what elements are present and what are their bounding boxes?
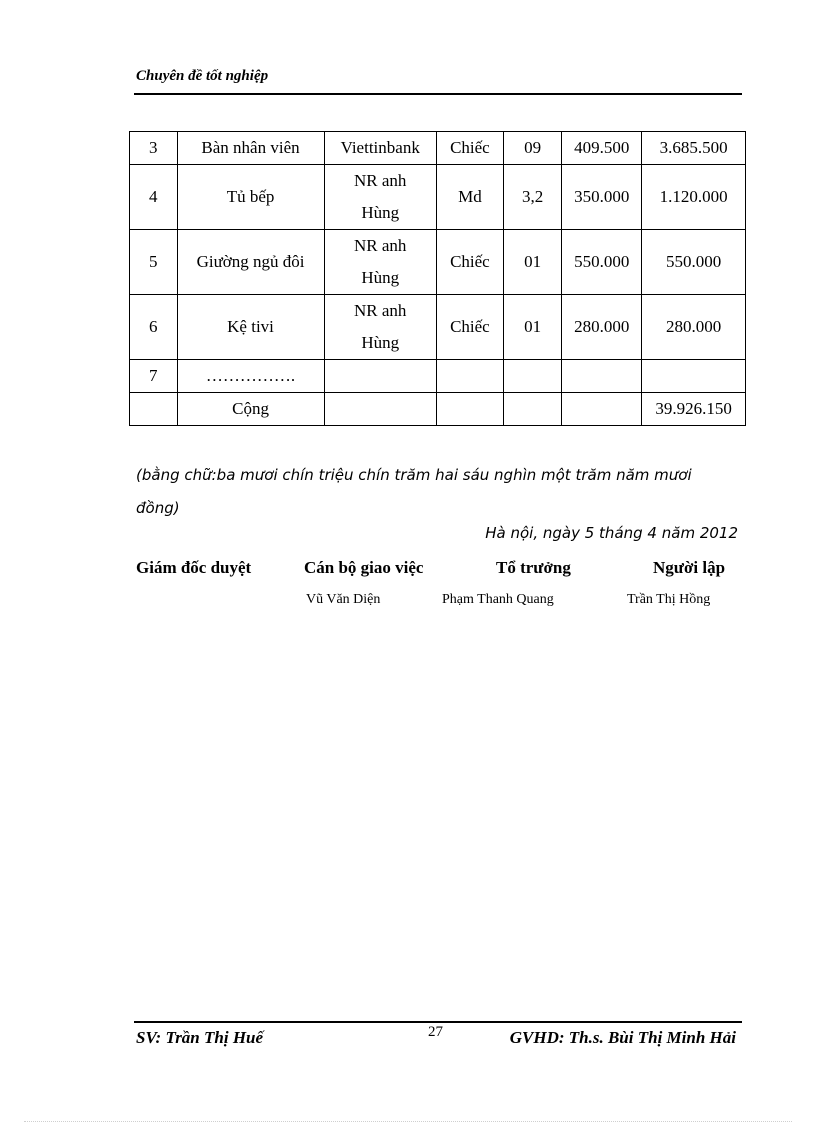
cell-item-name: Tủ bếp <box>177 165 324 230</box>
empty-cell <box>503 393 561 426</box>
cell-stt: 5 <box>130 230 178 295</box>
cell-unit: Md <box>436 165 503 230</box>
footer-advisor: GVHD: Th.s. Bùi Thị Minh Hải <box>509 1028 736 1047</box>
supplier-line: NR anh <box>354 236 407 255</box>
empty-cell <box>324 393 436 426</box>
cell-total: 550.000 <box>642 230 746 295</box>
supplier-line: NR anh <box>354 301 407 320</box>
cell-stt: 6 <box>130 295 178 360</box>
cell-supplier <box>324 165 436 230</box>
cell-total: 280.000 <box>642 295 746 360</box>
empty-cell <box>436 393 503 426</box>
cell-unit-price: 350.000 <box>562 165 642 230</box>
place-date: Hà nội, ngày 5 tháng 4 năm 2012 <box>485 524 738 542</box>
total-label: Cộng <box>177 393 324 426</box>
cell-quantity: 09 <box>503 132 561 165</box>
empty-cell <box>562 393 642 426</box>
inventory-table <box>129 131 746 426</box>
table-total-row <box>130 393 746 426</box>
footer-divider <box>134 1021 742 1023</box>
cell-item-name: Bàn nhân viên <box>177 132 324 165</box>
cell-total: 1.120.000 <box>642 165 746 230</box>
amount-in-words: (bằng chữ:ba mươi chín triệu chín trăm hai sáu nghìn một trăm năm mươi đồng) <box>136 466 692 517</box>
cell-supplier <box>324 230 436 295</box>
cell-item-name: ……………. <box>177 360 324 393</box>
signature-title-team-leader: Tổ trưởng <box>496 558 571 577</box>
cell-item-name: Kệ tivi <box>177 295 324 360</box>
inventory-table-body <box>130 132 746 426</box>
cell-supplier <box>324 132 436 165</box>
supplier-line: Hùng <box>361 268 400 287</box>
header-divider <box>134 93 742 95</box>
cell-unit-price: 550.000 <box>562 230 642 295</box>
grand-total: 39.926.150 <box>642 393 746 426</box>
cell-unit-price: 409.500 <box>562 132 642 165</box>
cell-stt: 4 <box>130 165 178 230</box>
cell-quantity: 01 <box>503 295 561 360</box>
table-row <box>130 230 746 295</box>
signature-name-preparer: Trần Thị Hồng <box>627 592 711 607</box>
cell-unit: Chiếc <box>436 132 503 165</box>
table-row <box>130 360 746 393</box>
signature-name-team-leader: Phạm Thanh Quang <box>442 592 554 607</box>
table-row <box>130 165 746 230</box>
cell-total <box>642 360 746 393</box>
cell-unit-price: 280.000 <box>562 295 642 360</box>
signature-name-assigner: Vũ Văn Diện <box>306 592 381 607</box>
cell-supplier <box>324 360 436 393</box>
page-edge-dotted-line <box>24 1121 792 1122</box>
supplier-line: NR anh <box>354 171 407 190</box>
cell-unit: Chiếc <box>436 295 503 360</box>
signature-title-preparer: Người lập <box>653 558 726 577</box>
cell-total: 3.685.500 <box>642 132 746 165</box>
cell-item-name: Giường ngủ đôi <box>177 230 324 295</box>
cell-quantity <box>503 360 561 393</box>
empty-cell <box>130 393 178 426</box>
cell-unit-price <box>562 360 642 393</box>
signature-title-director: Giám đốc duyệt <box>136 558 252 577</box>
signature-title-assigner: Cán bộ giao việc <box>304 558 424 577</box>
cell-stt: 3 <box>130 132 178 165</box>
cell-stt: 7 <box>130 360 178 393</box>
cell-unit: Chiếc <box>436 230 503 295</box>
cell-quantity: 01 <box>503 230 561 295</box>
cell-supplier <box>324 295 436 360</box>
supplier-line: Hùng <box>361 203 400 222</box>
cell-quantity: 3,2 <box>503 165 561 230</box>
supplier-line: Hùng <box>361 333 400 352</box>
cell-unit <box>436 360 503 393</box>
supplier-line: Viettinbank <box>340 138 420 157</box>
footer-student: SV: Trần Thị Huế <box>136 1028 264 1047</box>
document-header-title: Chuyên đề tốt nghiệp <box>136 68 269 84</box>
table-row <box>130 132 746 165</box>
page-number: 27 <box>428 1024 443 1040</box>
table-row <box>130 295 746 360</box>
